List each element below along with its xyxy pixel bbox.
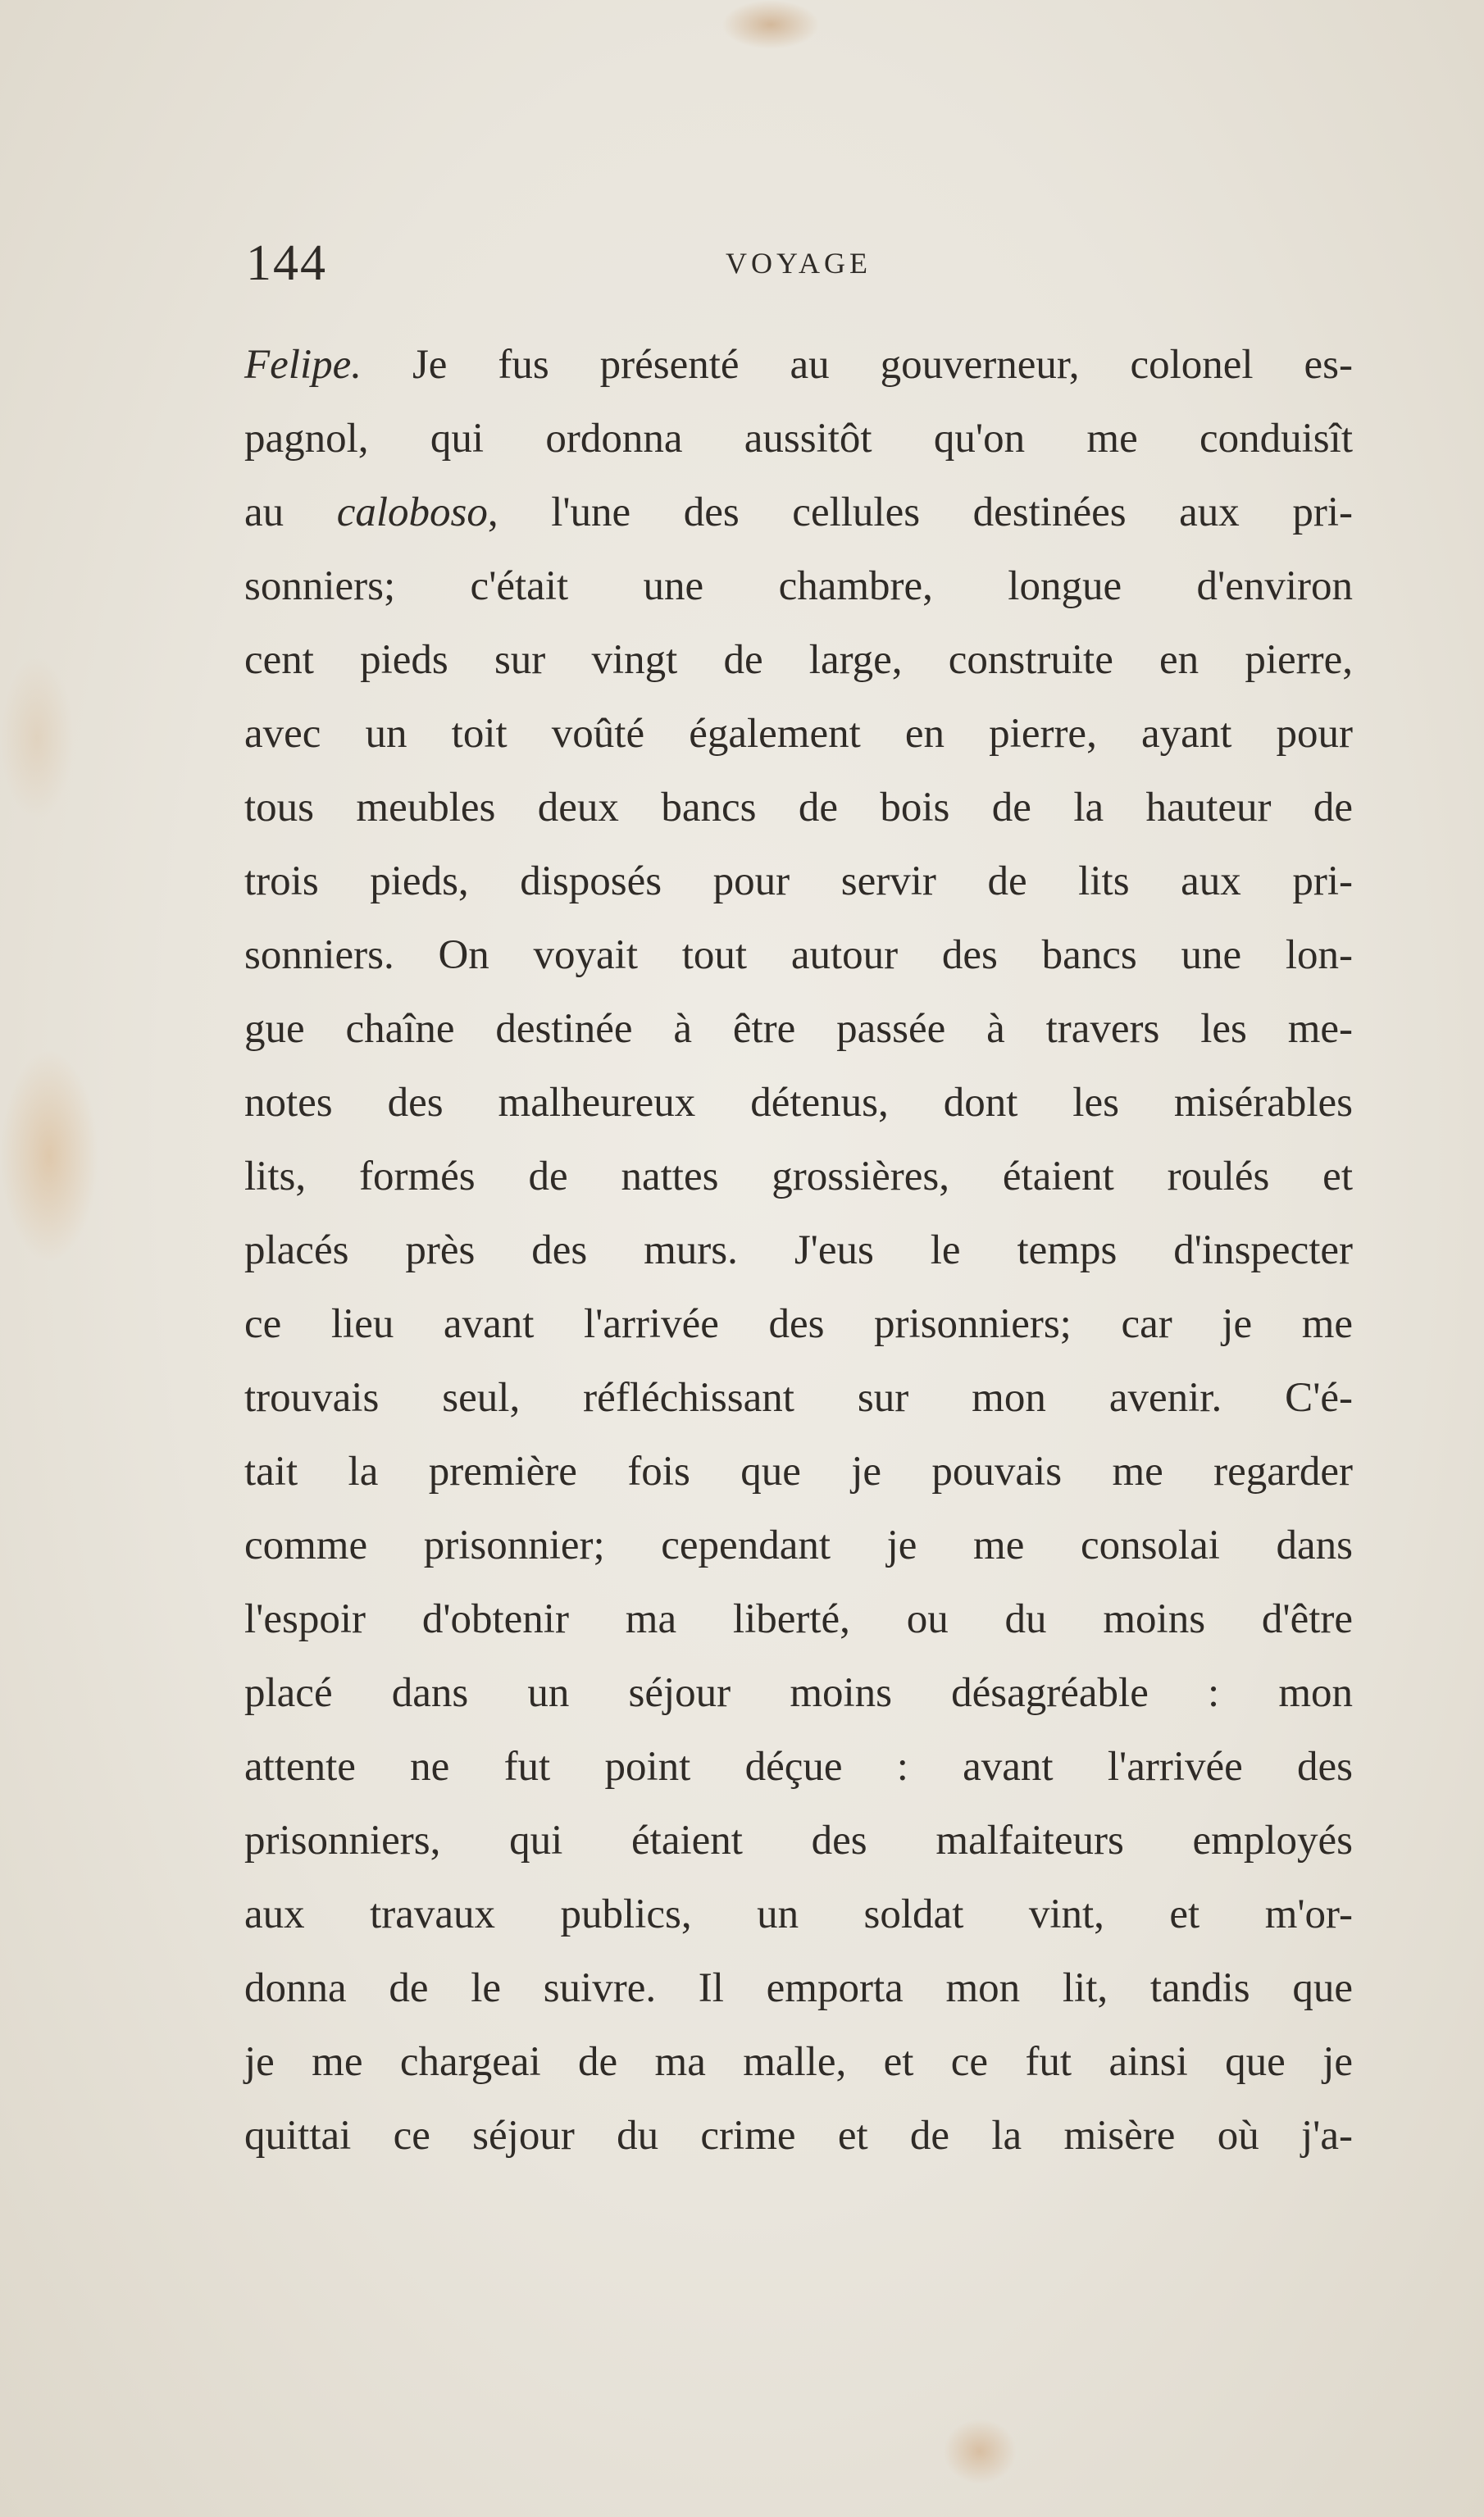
line-text: , l'une des cellules destinées aux pri- [487,489,1353,535]
text-line: sonniers; c'était une chambre, longue d'environ [244,563,1353,609]
text-line: pagnol, qui ordonna aussitôt qu'on me conduisît [244,416,1353,462]
text-line: avec un toit voûté également en pierre, ayant pour [244,711,1353,757]
text-line: cent pieds sur vingt de large, construite en pierre, [244,637,1353,683]
paper-stain [0,656,74,820]
text-line: aux travaux publics, un soldat vint, et m'or- [244,1891,1353,1937]
body-text [244,328,1353,2173]
text-line: prisonniers, qui étaient des malfaiteurs employés [244,1818,1353,1864]
text-line [244,476,1353,549]
text-line [244,328,1353,402]
text-line: je me chargeai de ma malle, et ce fut ainsi que je [244,2039,1353,2085]
text-line: placé dans un séjour moins désagréable : mon [244,1670,1353,1716]
text-line: tous meubles deux bancs de bois de la hauteur de [244,785,1353,831]
text-line: quittai ce séjour du crime et de la misère où j'a- [244,2113,1353,2159]
text-line: lits, formés de nattes grossières, étaient roulés et [244,1154,1353,1199]
text-line: comme prisonnier; cependant je me consolai dans [244,1522,1353,1568]
line-text: Je fus présenté au gouverneur, colonel es- [362,342,1353,388]
text-line: notes des malheureux détenus, dont les misérables [244,1080,1353,1126]
text-line: trouvais seul, réfléchissant sur mon avenir. C'é- [244,1375,1353,1421]
paper-stain [943,2419,1017,2484]
running-head: VOYAGE [726,247,872,280]
text-line: ce lieu avant l'arrivée des prisonniers; car je me [244,1301,1353,1347]
page-header [246,234,1349,300]
text-line: placés près des murs. J'eus le temps d'inspecter [244,1227,1353,1273]
paper-stain [0,1049,98,1263]
text-line: donna de le suivre. Il emporta mon lit, tandis que [244,1965,1353,2011]
line-text: au [244,489,337,535]
italic-word: caloboso [336,489,488,535]
text-line: sonniers. On voyait tout autour des bancs une lon- [244,932,1353,978]
text-line: tait la première fois que je pouvais me regarder [244,1449,1353,1495]
text-line: trois pieds, disposés pour servir de lits aux pri- [244,858,1353,904]
text-line: attente ne fut point déçue : avant l'arrivée des [244,1744,1353,1790]
text-line: l'espoir d'obtenir ma liberté, ou du moins d'être [244,1596,1353,1642]
page-number: 144 [246,235,327,291]
paper-stain [722,0,820,49]
text-line: gue chaîne destinée à être passée à travers les me- [244,1006,1353,1052]
italic-word: Felipe. [244,342,362,388]
